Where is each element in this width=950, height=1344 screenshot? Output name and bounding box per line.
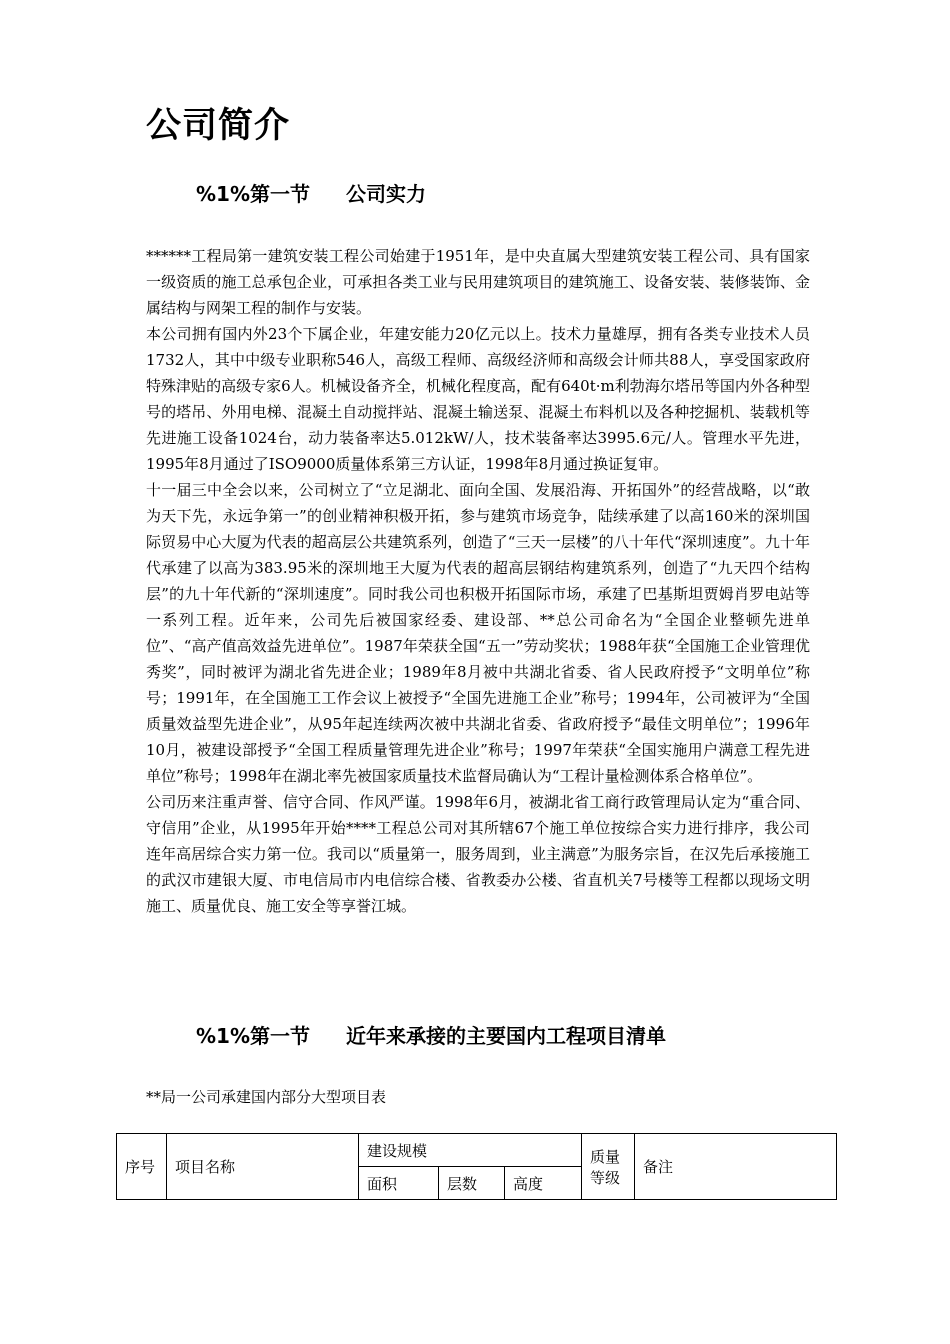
section-number: %1%第一节 bbox=[196, 182, 310, 206]
header-cell-scale: 建设规模 bbox=[359, 1134, 582, 1167]
section-heading-1 bbox=[196, 179, 426, 209]
section-title: 近年来承接的主要国内工程项目清单 bbox=[346, 1024, 666, 1048]
paragraph: 十一届三中全会以来，公司树立了“立足湖北、面向全国、发展沿海、开拓国外”的经营战略，以“敢为天下先，永远争第一”的创业精神积极开拓，参与建筑市场竞争，陆续承建了以高160米的深圳国际贸易中心大厦为代表的超高层公共建筑系列，创造了“三天一层楼”的八十年代“深圳速度”。九十年代承建了以高为383.95米的深圳地王大厦为代表的超高层钢结构建筑系列，创造了“九天四个结构层”的九十年代新的“深圳速度”。同时我公司也积极开拓国际市场，承建了巴基斯坦贾姆肖罗电站等一系列工程。近年来，公司先后被国家经委、建设部、**总公司命名为“全国企业整顿先进单位”、“高产值高效益先进单位”。1987年荣获全国“五一”劳动奖状；1988年获“全国施工企业管理优秀奖”，同时被评为湖北省先进企业；1989年8月被中共湖北省委、省人民政府授予“文明单位”称号；1991年，在全国施工工作会议上被授予“全国先进施工企业”称号；1994年，公司被评为“全国质量效益型先进企业”，从95年起连续两次被中共湖北省委、省政府授予“最佳文明单位”；1996年10月，被建设部授予“全国工程质量管理先进企业”称号；1997年荣获“全国实施用户满意工程先进单位”称号；1998年在湖北率先被国家质量技术监督局确认为“工程计量检测体系合格单位”。 bbox=[146, 481, 810, 785]
section-heading-2 bbox=[196, 1021, 666, 1051]
page-title: 公司简介 bbox=[146, 106, 291, 146]
table-header-row bbox=[117, 1134, 837, 1167]
header-cell-no: 序号 bbox=[117, 1134, 167, 1200]
project-table bbox=[116, 1133, 837, 1200]
header-cell-height: 高度 bbox=[505, 1167, 582, 1200]
table-caption: **局一公司承建国内部分大型项目表 bbox=[146, 1088, 387, 1106]
header-cell-name: 项目名称 bbox=[167, 1134, 359, 1200]
header-cell-area: 面积 bbox=[359, 1167, 439, 1200]
paragraph: 公司历来注重声誉、信守合同、作风严谨。1998年6月，被湖北省工商行政管理局认定为“重合同、守信用”企业，从1995年开始****工程总公司对其所辖67个施工单位按综合实力进行排序，我公司连年高居综合实力第一位。我司以“质量第一，服务周到，业主满意”为服务宗旨，在汉先后承接施工的武汉市建银大厦、市电信局市内电信综合楼、省教委办公楼、省直机关7号楼等工程都以现场文明施工、质量优良、施工安全等享誉江城。 bbox=[146, 793, 810, 915]
section-title: 公司实力 bbox=[346, 182, 426, 206]
paragraph: ******工程局第一建筑安装工程公司始建于1951年，是中央直属大型建筑安装工程公司、具有国家一级资质的施工总承包企业，可承担各类工业与民用建筑项目的建筑施工、设备安装、装修装饰、金属结构与网架工程的制作与安装。 bbox=[146, 247, 810, 317]
page-cutoff-mask bbox=[110, 1203, 850, 1213]
section-number: %1%第一节 bbox=[196, 1024, 310, 1048]
header-cell-notes: 备注 bbox=[635, 1134, 837, 1200]
header-cell-floors: 层数 bbox=[439, 1167, 505, 1200]
paragraph: 本公司拥有国内外23个下属企业，年建安能力20亿元以上。技术力量雄厚，拥有各类专业技术人员1732人，其中中级专业职称546人，高级工程师、高级经济师和高级会计师共88人，享受国家政府特殊津贴的高级专家6人。机械设备齐全，机械化程度高，配有640t·m利勃海尔塔吊等国内外各种型号的塔吊、外用电梯、混凝土自动搅拌站、混凝土输送泵、混凝土布料机以及各种挖掘机、装载机等先进施工设备1024台，动力装备率达5.012kW/人，技术装备率达3995.6元/人。管理水平先进，1995年8月通过了ISO9000质量体系第三方认证，1998年8月通过换证复审。 bbox=[146, 325, 810, 473]
company-profile-body bbox=[146, 243, 810, 919]
header-cell-quality: 质量等级 bbox=[582, 1134, 635, 1200]
